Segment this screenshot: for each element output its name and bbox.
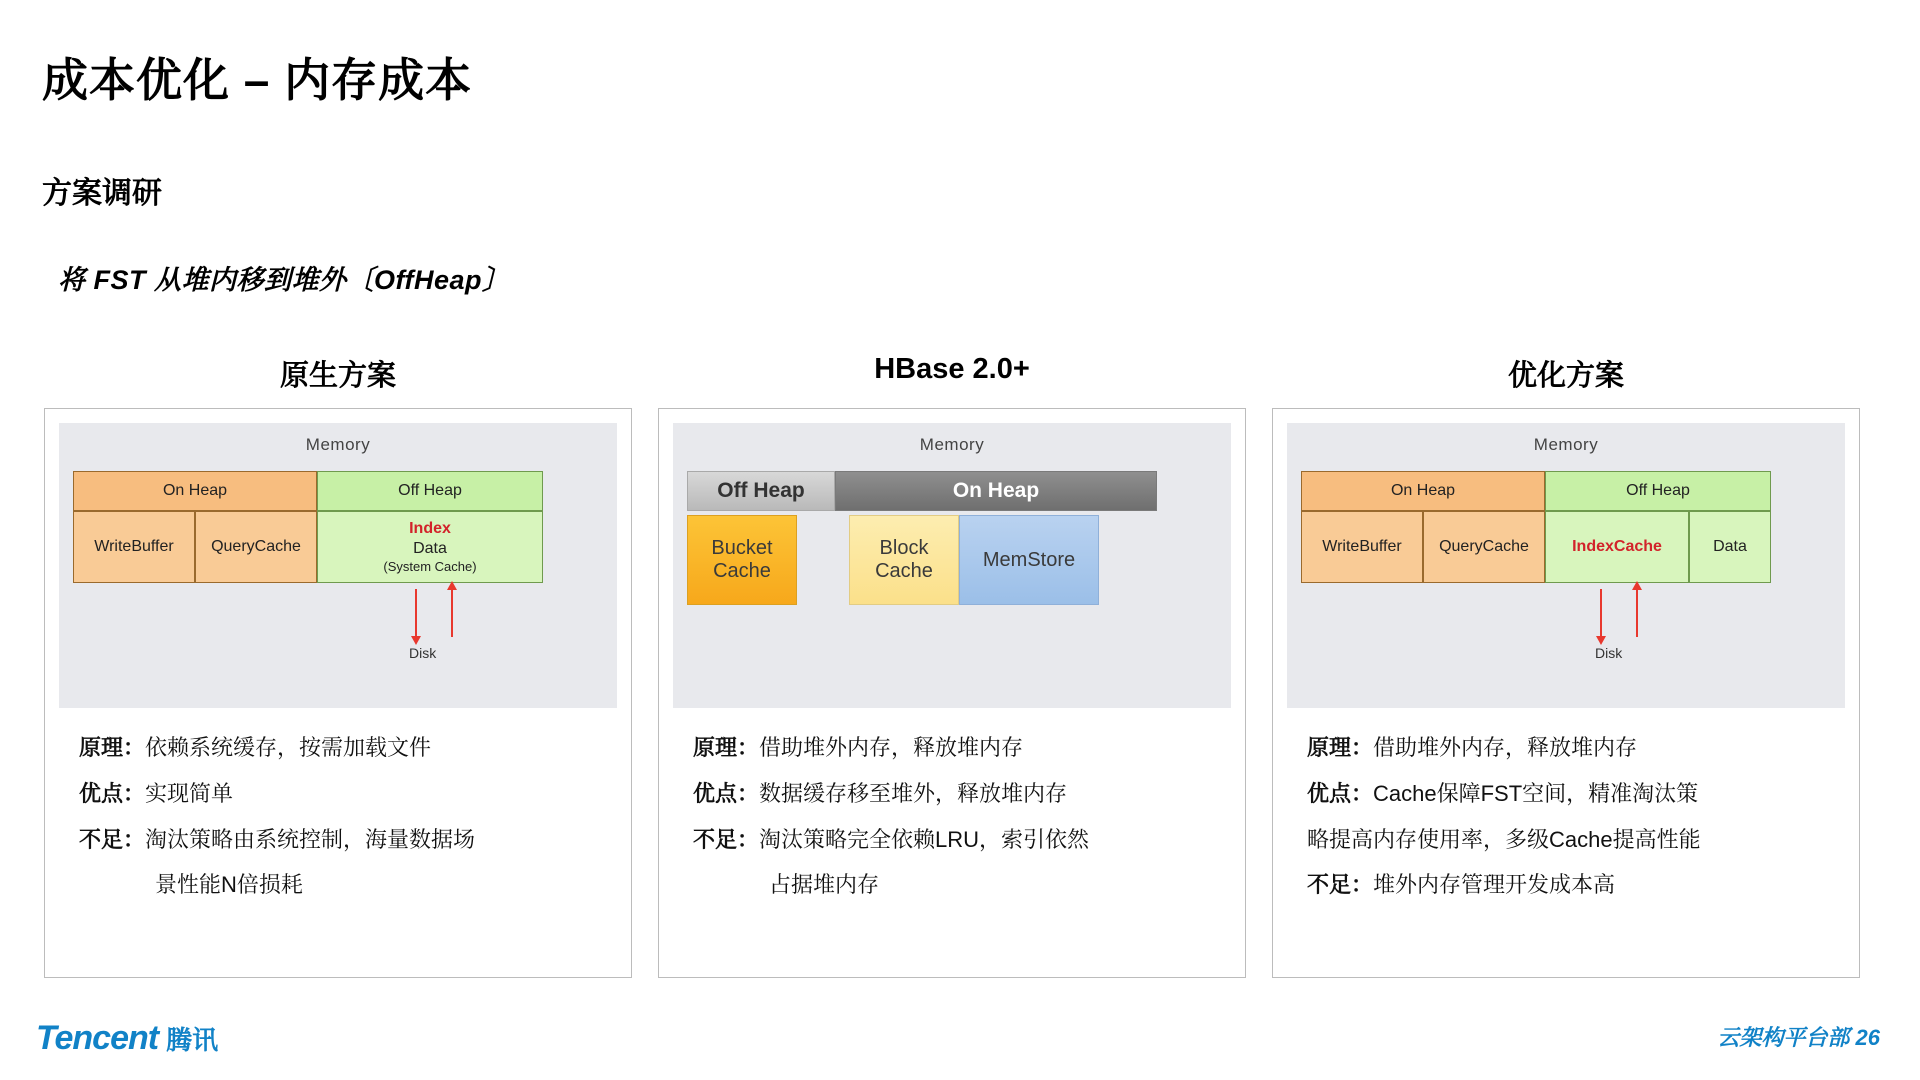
bullet-item <box>79 773 605 815</box>
block-cache-box <box>849 515 959 605</box>
lead-text: 将 FST 从堆内移到堆外〔OffHeap〕 <box>58 265 510 295</box>
page-title: 成本优化 – 内存成本 <box>42 54 473 106</box>
arrow-up-1 <box>451 589 453 637</box>
off-heap-label-2: Off Heap <box>717 479 805 502</box>
section-subtitle: 方案调研 <box>42 177 162 210</box>
bullet-item <box>693 819 1219 861</box>
diagram-hbase <box>673 423 1231 708</box>
bullet-key: 原理： <box>79 735 146 760</box>
bullets-1 <box>79 727 605 910</box>
bullet-key: 不足： <box>79 826 146 852</box>
query-cache-label-3: QueryCache <box>1439 538 1529 555</box>
column-native-solution <box>44 360 632 978</box>
logo-cn-text: 腾讯 <box>166 1025 219 1055</box>
bullet-item <box>1307 819 1833 861</box>
on-heap-label-3: On Heap <box>1390 482 1456 499</box>
bullet-value: 借助堆外内存，释放堆内存 <box>1373 735 1638 760</box>
column-heading-2: HBase 2.0+ <box>874 353 1030 385</box>
on-heap-header-3 <box>1301 471 1545 511</box>
arrow-up-3 <box>1636 589 1638 637</box>
bullet-value: 景性能N倍损耗 <box>155 872 303 898</box>
diagram-native <box>59 423 617 708</box>
bullet-item <box>1307 864 1833 906</box>
footer-department-page: 云架构平台部 26 <box>1717 1025 1880 1050</box>
query-cache-label-1: QueryCache <box>211 538 301 555</box>
on-heap-header-1 <box>73 471 317 511</box>
bullet-key: 优点： <box>693 780 760 806</box>
bullet-item <box>79 819 605 861</box>
bullet-value: Cache保障FST空间，精准淘汰策 <box>1373 780 1699 806</box>
column-heading-1: 原生方案 <box>279 360 396 392</box>
write-buffer-box-1 <box>73 511 195 583</box>
bucket-cache-box <box>687 515 797 605</box>
disk-label-3: Disk <box>1595 645 1623 661</box>
bullet-key: 原理： <box>1307 735 1374 760</box>
data-label-1: Data <box>413 539 447 557</box>
index-data-box-1 <box>317 511 543 583</box>
bullet-key: 优点： <box>1307 780 1374 806</box>
data-box-3 <box>1689 511 1771 583</box>
memory-label-3: Memory <box>1533 435 1599 454</box>
bullet-key: 优点： <box>79 780 146 806</box>
write-buffer-label-3: WriteBuffer <box>1322 538 1402 555</box>
memory-label-2: Memory <box>919 435 985 454</box>
bullet-value: 占据堆内存 <box>769 872 880 898</box>
on-heap-label-1: On Heap <box>162 482 228 499</box>
off-heap-label-3: Off Heap <box>1626 482 1690 499</box>
bullet-key: 原理： <box>693 735 760 760</box>
bullet-item <box>693 864 1219 906</box>
off-heap-header-3 <box>1545 471 1771 511</box>
bullet-value: 淘汰策略完全依赖LRU，索引依然 <box>759 826 1090 852</box>
bucket-cache-label: Bucket Cache <box>711 537 773 582</box>
off-heap-header-2 <box>687 471 835 511</box>
query-cache-box-1 <box>195 511 317 583</box>
bullet-item <box>1307 727 1833 769</box>
bullet-item <box>1307 773 1833 815</box>
bullet-value: 借助堆外内存，释放堆内存 <box>759 735 1024 760</box>
bullet-value: 堆外内存管理开发成本高 <box>1373 872 1616 898</box>
write-buffer-box-3 <box>1301 511 1423 583</box>
bullet-value: 实现简单 <box>145 780 234 806</box>
block-cache-label: Block Cache <box>875 537 933 582</box>
bullet-item <box>79 864 605 906</box>
bullet-item <box>693 727 1219 769</box>
diagram-optimized <box>1287 423 1845 708</box>
on-heap-label-2: On Heap <box>952 479 1040 502</box>
bullet-key: 不足： <box>693 826 760 852</box>
arrow-down-3 <box>1600 589 1602 637</box>
logo-text: Tencent <box>36 1019 159 1057</box>
memory-label-1: Memory <box>305 435 371 454</box>
bullet-item <box>79 727 605 769</box>
column-optimized-solution <box>1272 360 1860 978</box>
tencent-logo <box>36 1019 218 1058</box>
index-cache-label-3: IndexCache <box>1572 538 1662 555</box>
card-3 <box>1272 408 1860 978</box>
bullet-item <box>693 773 1219 815</box>
off-heap-label-1: Off Heap <box>398 482 462 499</box>
memstore-label: MemStore <box>982 548 1076 571</box>
card-1 <box>44 408 632 978</box>
bullet-key: 不足： <box>1307 872 1374 898</box>
column-hbase-solution <box>658 353 1246 978</box>
disk-label-1: Disk <box>409 645 437 661</box>
bullet-value: 依赖系统缓存，按需加载文件 <box>145 735 432 760</box>
arrow-down-1 <box>415 589 417 637</box>
column-heading-3: 优化方案 <box>1507 360 1624 392</box>
system-cache-label-1: (System Cache) <box>383 558 477 574</box>
bullets-3 <box>1307 727 1833 910</box>
bullets-2 <box>693 727 1219 910</box>
data-label-3: Data <box>1713 538 1747 555</box>
bullet-value: 略提高内存使用率，多级Cache提高性能 <box>1307 826 1701 852</box>
query-cache-box-3 <box>1423 511 1545 583</box>
memstore-box <box>959 515 1099 605</box>
write-buffer-label-1: WriteBuffer <box>94 538 174 555</box>
index-label-1: Index <box>409 519 451 537</box>
card-2 <box>658 408 1246 978</box>
on-heap-header-2 <box>835 471 1157 511</box>
index-cache-box-3 <box>1545 511 1689 583</box>
bullet-value: 淘汰策略由系统控制，海量数据场 <box>145 826 476 852</box>
off-heap-header-1 <box>317 471 543 511</box>
bullet-value: 数据缓存移至堆外，释放堆内存 <box>759 780 1068 806</box>
